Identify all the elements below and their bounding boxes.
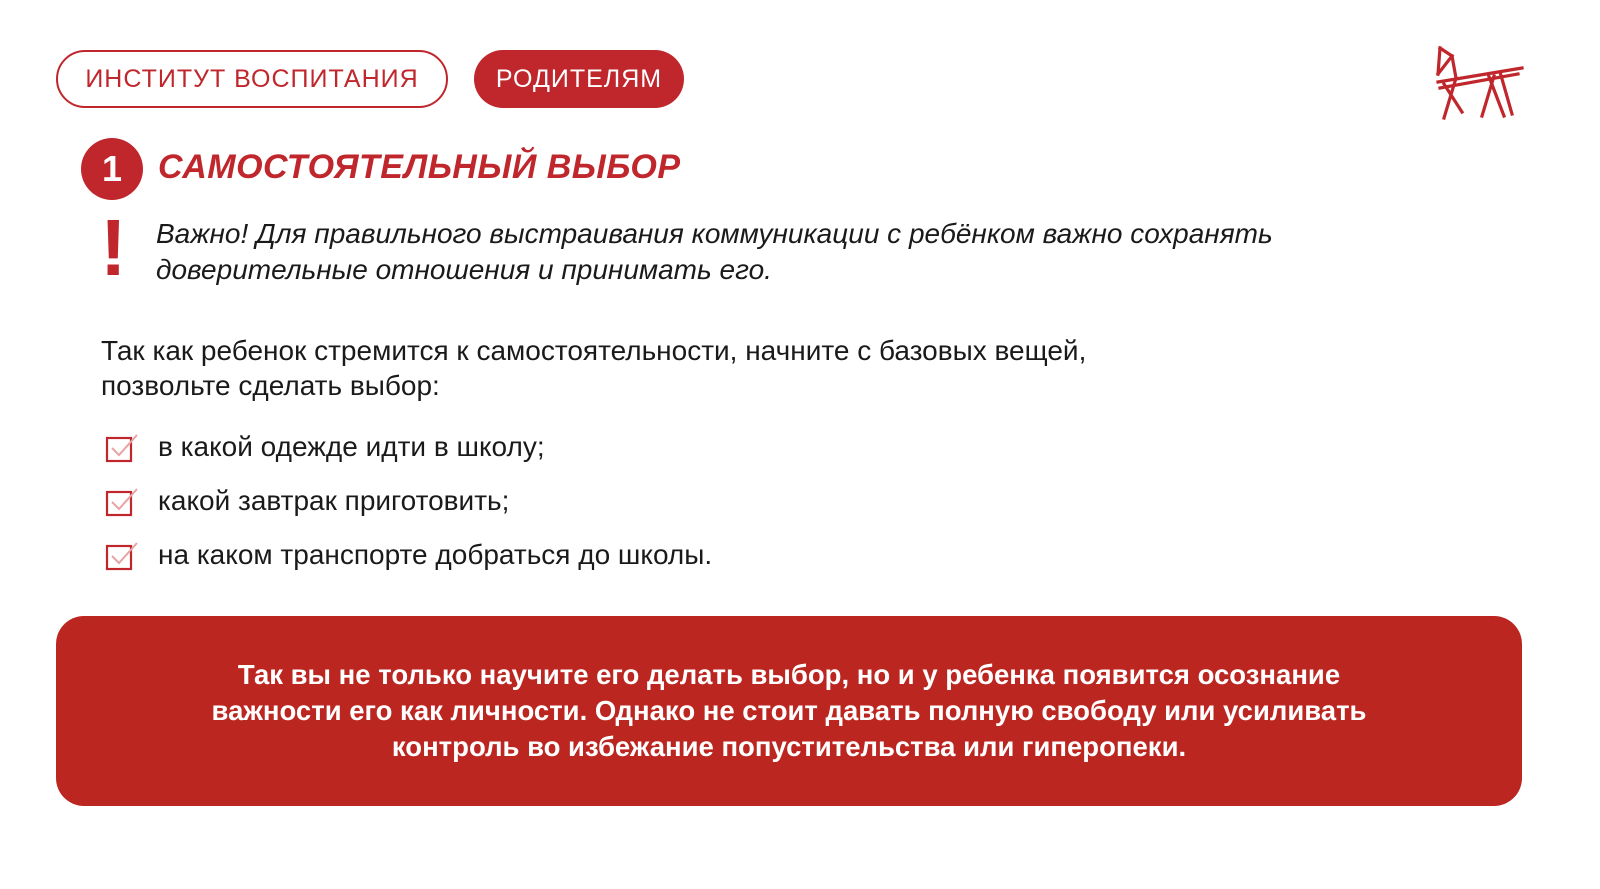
horse-logo-icon [1430, 44, 1530, 124]
checkbox-checked-icon [104, 430, 138, 464]
section-number: 1 [101, 148, 123, 189]
intro-line-2: позвольте сделать выбор: [101, 370, 440, 401]
list-item [104, 420, 712, 474]
callout-line-2: важности его как личности. Однако не стоит давать полную свободу или усиливать [211, 695, 1367, 726]
list-item-text: в какой одежде идти в школу; [158, 431, 545, 462]
choice-list [104, 420, 712, 582]
callout-text [212, 657, 1367, 765]
callout-line-1: Так вы не только научите его делать выбор, но и у ребенка появится осознание [237, 659, 1341, 690]
section-title: САМОСТОЯТЕЛЬНЫЙ ВЫБОР [158, 148, 681, 186]
institute-tag-label: ИНСТИТУТ ВОСПИТАНИЯ [85, 64, 419, 93]
institute-tag [56, 50, 448, 108]
list-item-text: какой завтрак приготовить; [158, 485, 510, 516]
intro-paragraph [101, 333, 1351, 403]
section-number-badge [81, 138, 143, 200]
callout-line-3: контроль во избежание попустительства или гиперопеки. [391, 731, 1187, 762]
list-item [104, 528, 712, 582]
intro-line-1: Так как ребенок стремится к самостоятельности, начните с базовых вещей, [101, 335, 1087, 366]
list-item-text: на каком транспорте добраться до школы. [158, 539, 713, 570]
important-note: Важно! Для правильного выстраивания коммуникации с ребёнком важно сохранять доверительные отношения и принимать его. [156, 218, 1273, 285]
exclamation-icon: ! [100, 203, 127, 292]
parents-tag [474, 50, 684, 108]
list-item [104, 474, 712, 528]
callout-box [56, 616, 1522, 806]
parents-tag-label: РОДИТЕЛЯМ [495, 64, 663, 93]
checkbox-checked-icon [104, 538, 138, 572]
checkbox-checked-icon [104, 484, 138, 518]
